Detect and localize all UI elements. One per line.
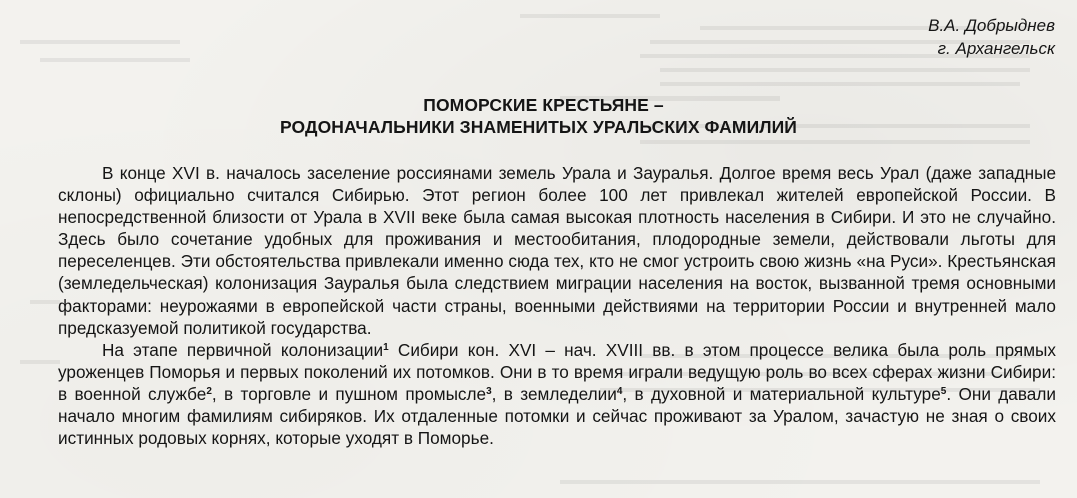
- footnote-ref-1: 1: [383, 341, 389, 353]
- article-body: [58, 162, 1056, 449]
- author-city: г. Архангельск: [937, 39, 1055, 58]
- article-title: [0, 94, 1077, 138]
- author-block: [928, 14, 1055, 60]
- footnote-ref-3: 3: [486, 385, 492, 397]
- paragraph-2-text-f: . Они давали начало многим фамилиям сибиряков. Их отдаленные потомки и сейчас проживают за Уралом, зачастую не зная о своих истинных родовых корнях, которые уходят в Поморье.: [58, 383, 1056, 449]
- paragraph-2-text-b: Сибири кон. XVI – нач. XVIII вв. в этом процессе велика была роль прямых уроженцев Поморья и первых поколений их потомков. Они в то время играли ведущую роль во всех сферах жизни Сибири: в военной службе: [58, 339, 1056, 404]
- footnote-ref-5: 5: [940, 385, 947, 397]
- title-line-1: ПОМОРСКИЕ КРЕСТЬЯНЕ –: [423, 95, 664, 115]
- paragraph-2-text-e: , в духовной и материальной культуре: [622, 383, 941, 404]
- paragraph-2-text-a: На этапе первичной колонизации: [102, 339, 384, 360]
- paragraph-2-text-c: , в торговле и пушном промысле: [211, 383, 487, 404]
- title-line-2: РОДОНАЧАЛЬНИКИ ЗНАМЕНИТЫХ УРАЛЬСКИХ ФАМИЛИЙ: [279, 117, 797, 137]
- footnote-ref-2: 2: [206, 385, 212, 397]
- paragraph-2-text-d: , в земледелии: [491, 383, 617, 404]
- footnote-ref-4: 4: [616, 385, 623, 397]
- paragraph-2: [58, 339, 1056, 449]
- author-name: В.А. Добрыднев: [928, 16, 1055, 35]
- paragraph-1: В конце XVI в. началось заселение россиянами земель Урала и Зауралья. Долгое время весь Урал (даже западные склоны) официально считался Сибирью. Этот регион более 100 лет привлекал жителей европейской России. В непосредственной близости от Урала в XVII веке была самая высокая плотность населения в Сибири. И это не случайно. Здесь было сочетание удобных для проживания и местообитания, плодородные земели, действовали льготы для переселенцев. Эти обстоятельства привлекали именно сюда тех, кто не смог устроить свою жизнь «на Руси». Крестьянская (земледельческая) колонизация Зауралья была следствием миграции населения на восток, вызванной тремя основными факторами: неурожаями в европейской части страны, военными действиями на территории России и внутренней мало предсказуемой политикой государства.: [58, 163, 1056, 338]
